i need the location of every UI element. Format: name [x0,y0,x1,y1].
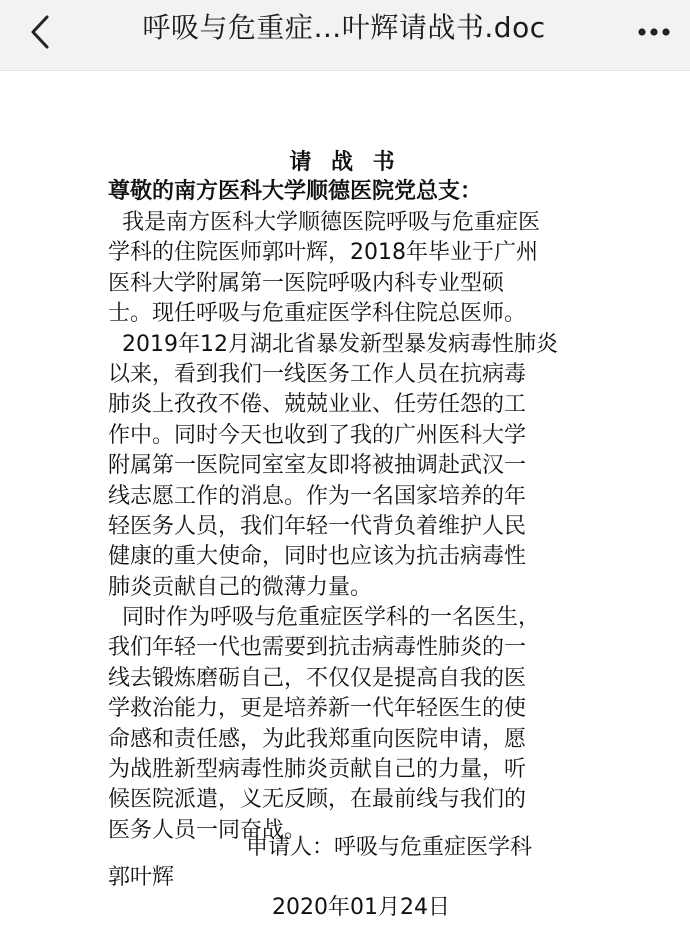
body-line: 我们年轻一代也需要到抗击病毒性肺炎的一 [108,635,527,661]
top-navigation-bar [0,0,690,71]
body-line: 命感和责任感，为此我郑重向医院申请，愿 [108,726,527,752]
back-button[interactable] [18,10,62,54]
salutation: 尊敬的南方医科大学顺德医院党总支： [108,179,483,204]
body-line: 线志愿工作的消息。作为一名国家培养的年 [108,483,527,509]
body-line: 作中。同时今天也收到了我的广州医科大学 [108,422,527,448]
letter-body [108,208,668,846]
body-line: 候医院派遣，义无反顾，在最前线与我们的 [108,787,527,813]
document-title: 请 战 书 [289,150,401,175]
body-line: 我是南方医科大学顺德医院呼吸与危重症医 [122,210,541,235]
signature-block [108,833,668,923]
body-line: 医务人员一同奋战。 [108,817,307,843]
signature-date: 2020年01月24日 [272,895,450,920]
body-line: 健康的重大使命，同时也应该为抗击病毒性 [108,544,527,570]
body-line: 轻医务人员，我们年轻一代背负着维护人民 [108,513,527,539]
body-line: 以来，看到我们一线医务工作人员在抗病毒 [108,361,527,387]
body-line: 附属第一医院同室室友即将被抽调赴武汉一 [108,453,527,479]
more-horizontal-icon [636,26,672,38]
body-line: 医科大学附属第一医院呼吸内科专业型硕 [108,270,505,296]
body-line: 肺炎上孜孜不倦、兢兢业业、任劳任怨的工 [108,392,527,418]
body-line: 士。现任呼吸与危重症医学科住院总医师。 [108,301,527,327]
body-line: 学科的住院医师郭叶辉，2018年毕业于广州 [108,240,538,266]
body-line: 为战胜新型病毒性肺炎贡献自己的力量，听 [108,757,527,783]
document-page [0,71,690,942]
more-options-button[interactable] [632,14,676,50]
body-line: 2019年12月湖北省暴发新型暴发病毒性肺炎 [122,331,558,357]
signature-applicant: 申请人：呼吸与危重症医学科 [246,835,533,860]
document-filename-title: 呼吸与危重症…叶辉请战书.doc [142,11,546,44]
body-line: 肺炎贡献自己的微薄力量。 [108,574,373,600]
body-line: 学救治能力，更是培养新一代年轻医生的使 [108,696,527,722]
signature-name: 郭叶辉 [108,865,175,890]
chevron-left-icon [29,14,51,50]
body-line: 同时作为呼吸与危重症医学科的一名医生， [122,605,541,631]
body-line: 线去锻炼磨砺自己，不仅仅是提高自我的医 [108,665,527,691]
